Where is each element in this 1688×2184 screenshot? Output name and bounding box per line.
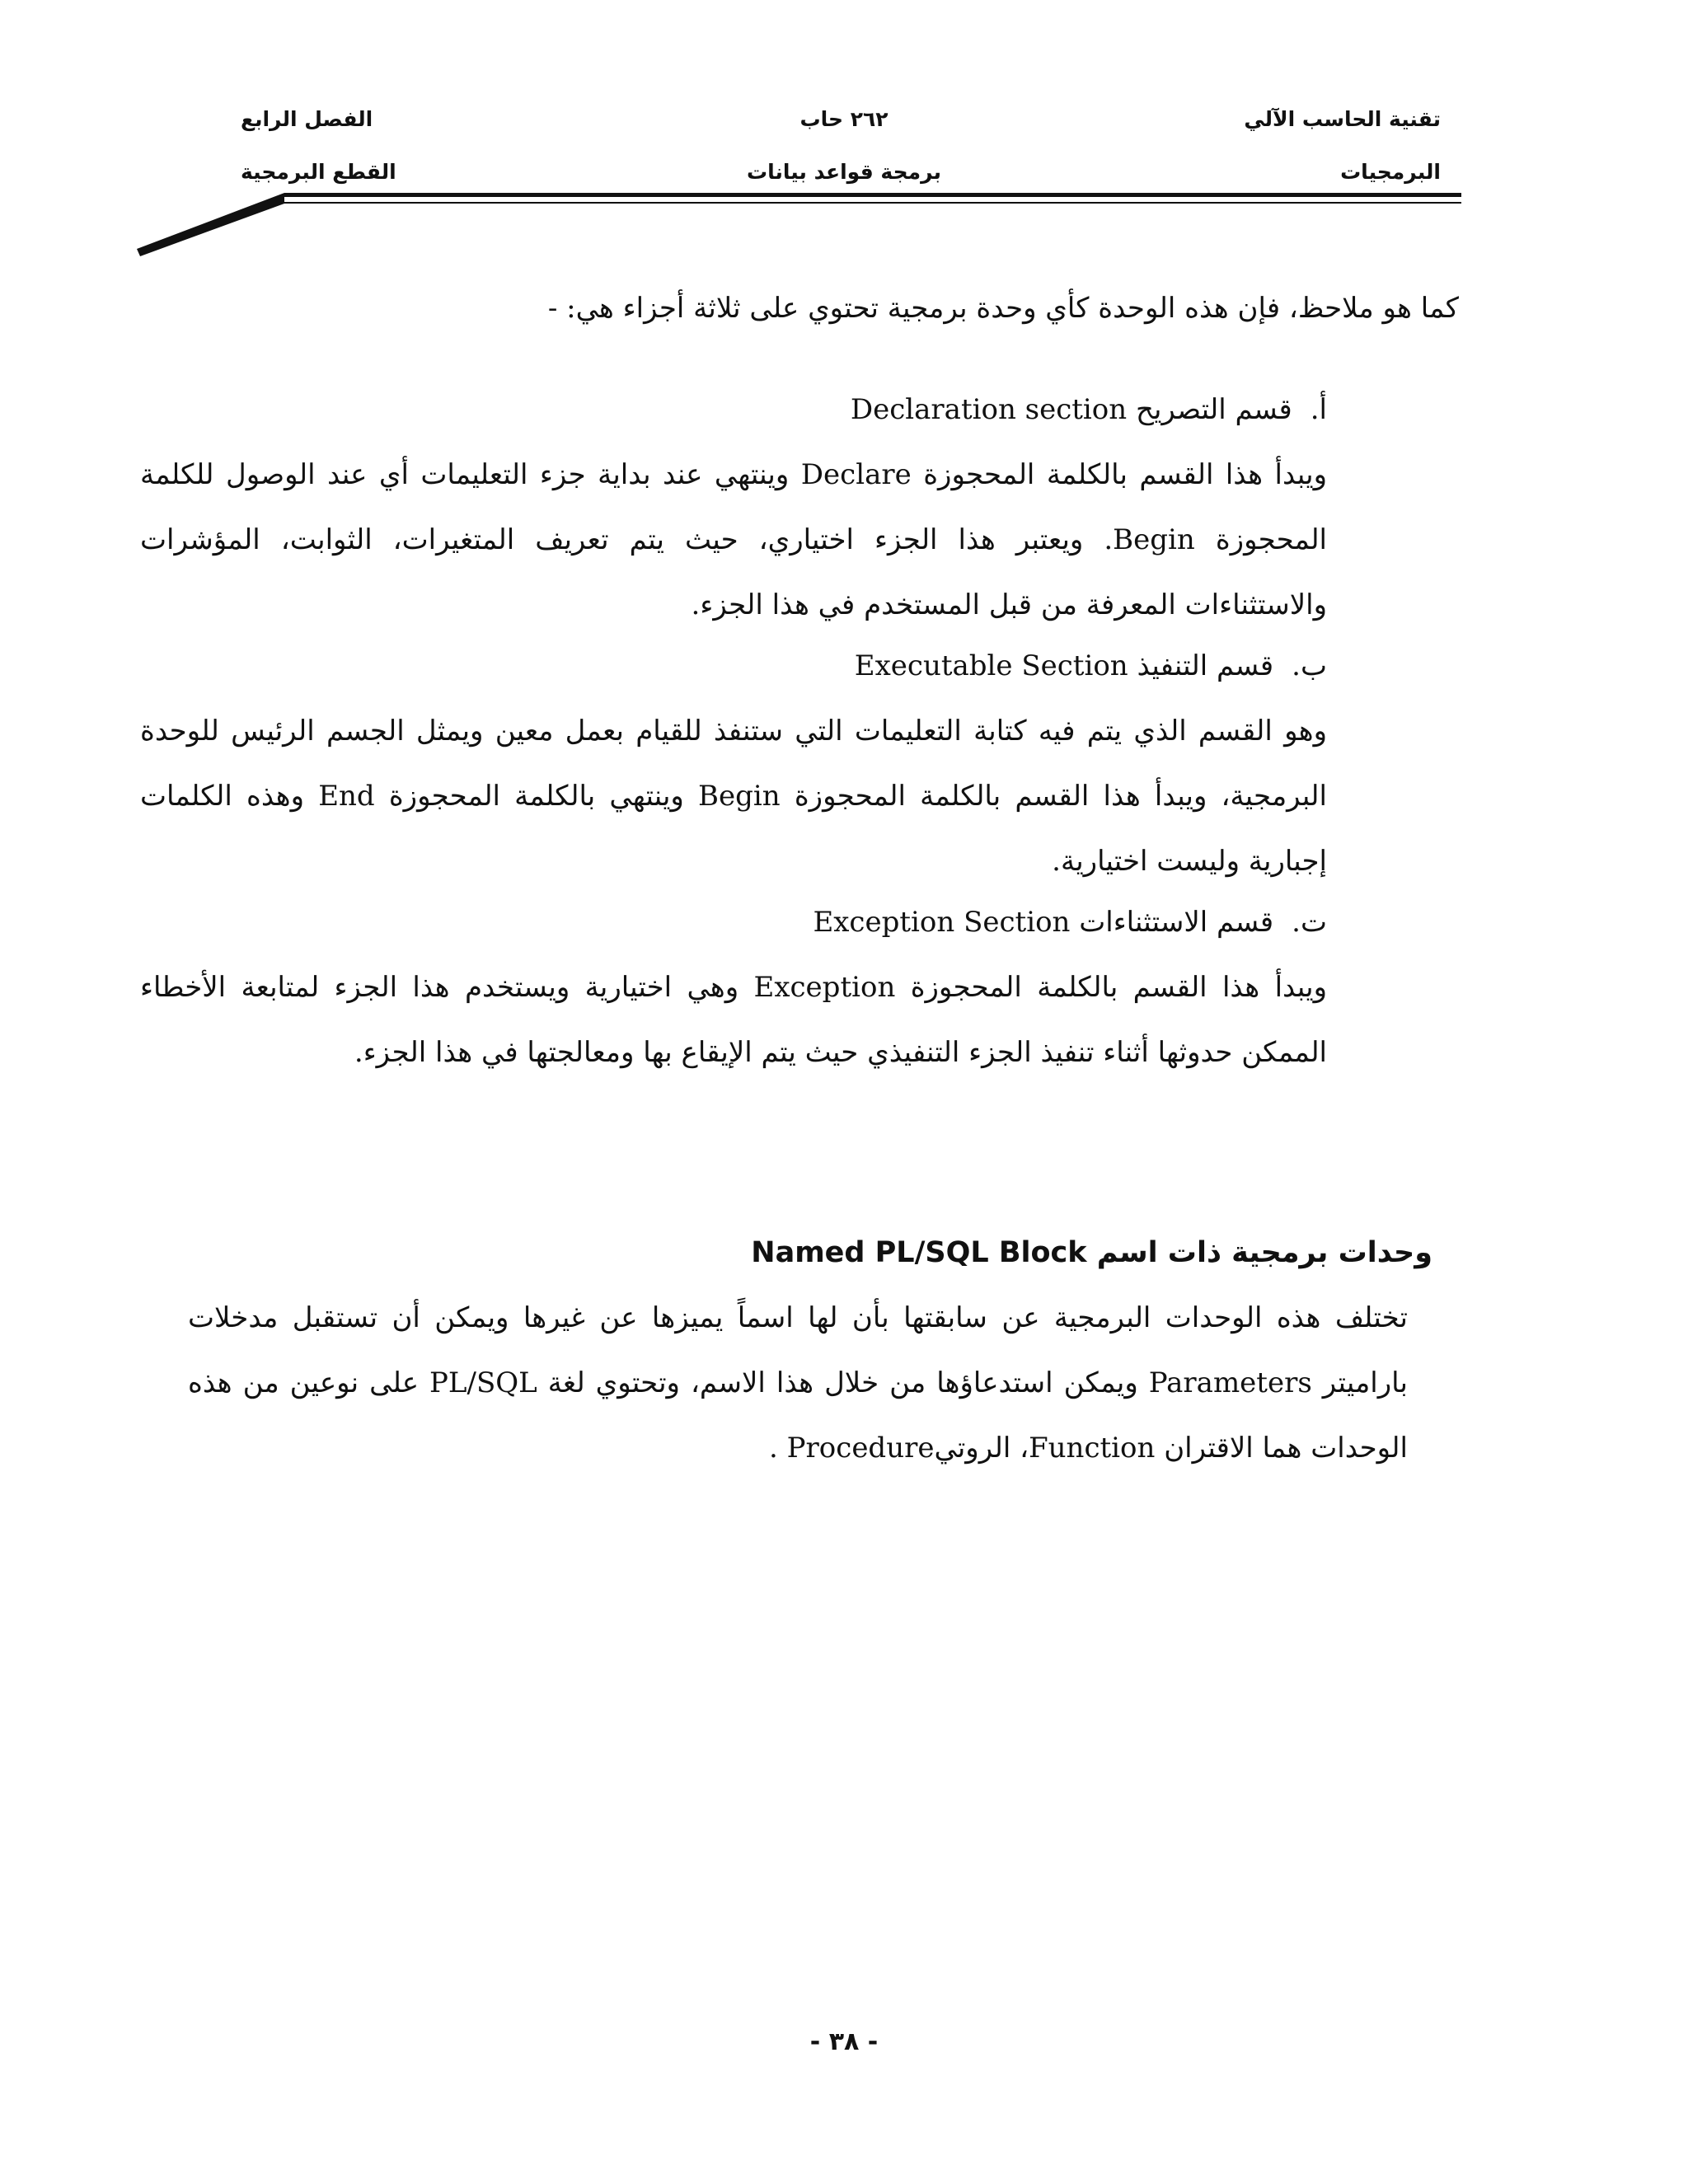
page-number: - ٣٨ - — [809, 2027, 879, 2056]
section-title-text: قسم التصريح Declaration section — [850, 393, 1292, 426]
section-title — [140, 634, 1327, 699]
header-course-code: ٢٦٢ حاب — [799, 107, 889, 131]
section-exception — [140, 890, 1327, 1085]
header-divider — [0, 0, 1688, 272]
section-executable — [140, 634, 1327, 894]
section-declaration — [140, 377, 1327, 638]
header-chapter: الفصل الرابع — [241, 107, 373, 131]
header-chapter-title: القطع البرمجية — [241, 160, 396, 184]
header-course-title: تقنية الحاسب الآلي — [1244, 107, 1441, 131]
section-title — [140, 377, 1327, 443]
section-body: وهو القسم الذي يتم فيه كتابة التعليمات التي ستنفذ للقيام بعمل معين ويمثل الجسم الرئيس للوحدة البرمجية، ويبدأ هذا القسم بالكلمة المحجوزة Begin وينتهي بالكلمة المحجوزة End وهذه الكلمات إجبارية وليست اختيارية. — [140, 715, 1327, 878]
section-title-text: قسم الاستثناءات Exception Section — [813, 906, 1274, 939]
named-block-section — [114, 1221, 1432, 1481]
named-block-body: تختلف هذه الوحدات البرمجية عن سابقتها بأن لها اسماً يميزها عن غيرها ويمكن أن تستقبل مدخلات باراميتر Parameters ويمكن استدعاؤها من خلال هذا الاسم، وتحتوي لغة PL/SQL على نوعين من هذه الوحدات هما الاقتران Function، الروتيProcedure . — [188, 1301, 1408, 1465]
section-body: ويبدأ هذا القسم بالكلمة المحجوزة Exception وهي اختيارية ويستخدم هذا الجزء لمتابعة الأخطاء الممكن حدوثها أثناء تنفيذ الجزء التنفيذي حيث يتم الإيقاع بها ومعالجتها في هذا الجزء. — [140, 971, 1328, 1069]
header-course-name: برمجة قواعد بيانات — [746, 160, 942, 184]
section-body: ويبدأ هذا القسم بالكلمة المحجوزة Declare وينتهي عند بداية جزء التعليمات أي عند الوصول للكلمة المحجوزة Begin. ويعتبر هذا الجزء اختياري، حيث يتم تعريف المتغيرات، الثوابت، المؤشرات والاستثناءات المعرفة من قبل المستخدم في هذا الجزء. — [140, 458, 1328, 621]
section-marker: ت. — [1292, 906, 1327, 939]
section-marker: ب. — [1292, 649, 1327, 682]
section-title-text: قسم التنفيذ Executable Section — [854, 649, 1274, 682]
section-title — [140, 890, 1327, 955]
intro-paragraph: كما هو ملاحظ، فإن هذه الوحدة كأي وحدة برمجية تحتوي على ثلاثة أجزاء هي: - — [547, 292, 1459, 325]
header-course-track: البرمجيات — [1340, 160, 1441, 184]
named-block-heading: وحدات برمجية ذات اسم Named PL/SQL Block — [751, 1236, 1432, 1269]
section-marker: أ. — [1310, 393, 1327, 426]
